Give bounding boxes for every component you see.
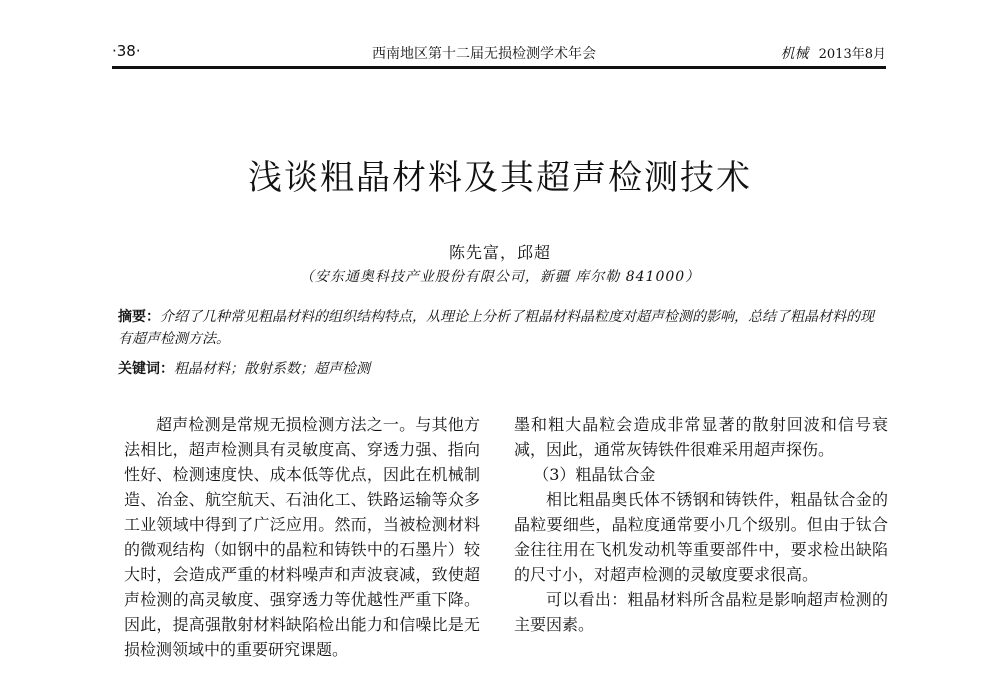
authors: 陈先富，邱超 xyxy=(448,243,551,262)
body-column-left xyxy=(124,412,480,683)
keywords-text: 粗晶材料；散射系数；超声检测 xyxy=(174,361,370,377)
conference-name: 西南地区第十二届无损检测学术年会 xyxy=(372,46,596,62)
affiliation: （安东通奥科技产业股份有限公司，新疆 库尔勒 841000） xyxy=(299,269,701,285)
body-paragraph-cast-iron: 墨和粗大晶粒会造成非常显著的散射回波和信号衰减，因此，通常灰铸铁件很难采用超声探伤。 xyxy=(514,415,888,459)
abstract-text: 介绍了几种常见粗晶材料的组织结构特点，从理论上分析了粗晶材料晶粒度对超声检测的影响，总结了粗晶材料的现有超声检测方法。 xyxy=(118,309,874,347)
paper-title: 浅谈粗晶材料及其超声检测技术 xyxy=(248,158,752,198)
body-paragraph-conclusion: 可以看出：粗晶材料所含晶粒是影响超声检测的主要因素。 xyxy=(514,590,888,634)
body-column-right xyxy=(514,412,888,637)
body-paragraph-intro: 超声检测是常规无损检测方法之一。与其他方法相比，超声检测具有灵敏度高、穿透力强、指向性好、检测速度快、成本低等优点，因此在机械制造、冶金、航空航天、石油化工、铁路运输等众多工业领域中得到了广泛应用。然而，当被检测材料的微观结构（如钢中的晶粒和铸铁中的石墨片）较大时，会造成严重的材料噪声和声波衰减，致使超声检测的高灵敏度、强穿透力等优越性严重下降。因此，提高强散射材料缺陷检出能力和信噪比是无损检测领域中的重要研究课题。 xyxy=(124,415,480,659)
header-rule xyxy=(112,66,886,69)
running-header xyxy=(112,40,886,64)
keywords xyxy=(118,358,886,378)
issue-date: 2013年8月 xyxy=(818,47,886,62)
journal-info xyxy=(781,43,887,63)
body-paragraph-titanium: 相比粗晶奥氏体不锈钢和铸铁件，粗晶钛合金的晶粒要细些，晶粒度通常要小几个级别。但由于钛合金往往用在飞机发动机等重要部件中，要求检出缺陷的尺寸小，对超声检测的灵敏度要求很高。 xyxy=(514,490,888,584)
page-number: ·38· xyxy=(112,42,141,60)
abstract-label: 摘要： xyxy=(118,309,160,325)
section-subhead-titanium: （3）粗晶钛合金 xyxy=(533,465,656,484)
keywords-label: 关键词： xyxy=(118,361,174,377)
journal-name: 机械 xyxy=(780,46,809,62)
abstract xyxy=(118,306,886,350)
